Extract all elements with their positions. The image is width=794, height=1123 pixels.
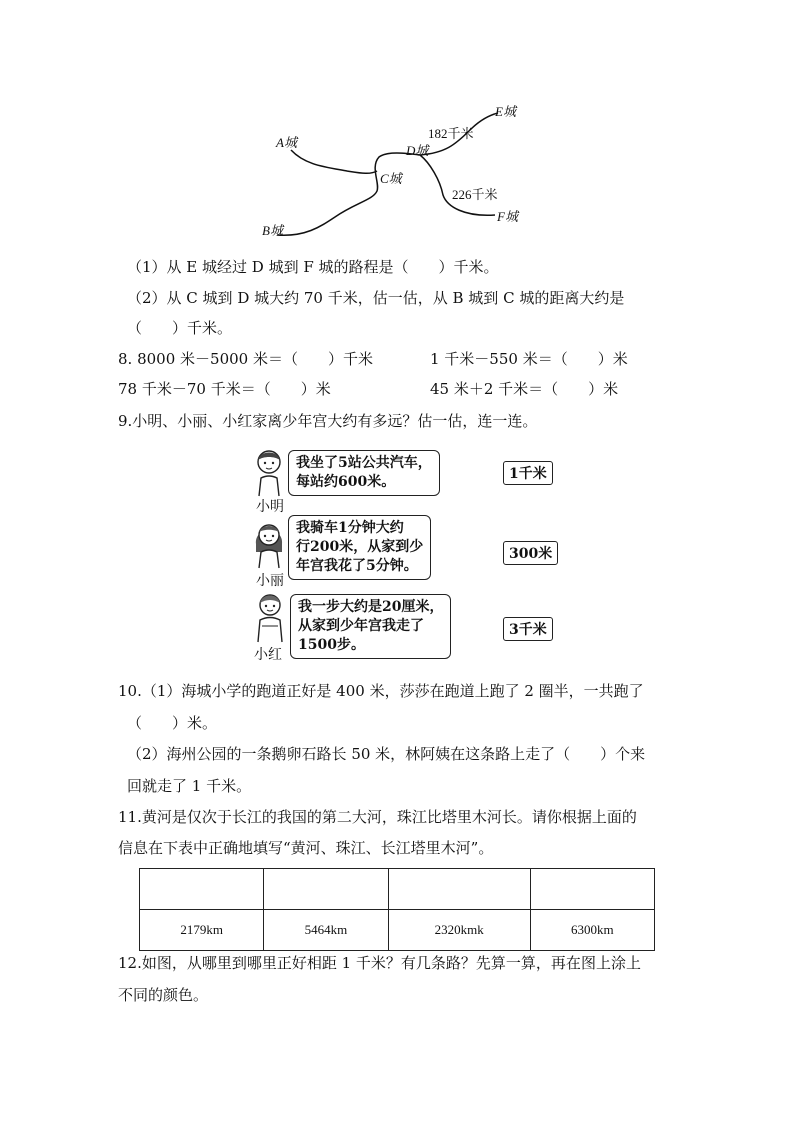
river-length-table [139,868,655,951]
speech-line: 我一步大约是20厘米， [298,599,444,615]
distance-DF-label: 226千米 [452,187,498,202]
q10-part2-line1: （2）海州公园的一条鹅卵石路长 50 米，林阿姨在这条路上走了（ ）个来 [127,745,646,763]
city-F-label: F城 [497,209,518,224]
q12-line2: 不同的颜色。 [118,986,209,1004]
xiaoli-name: 小丽 [256,573,284,589]
table-cell-name[interactable] [264,869,388,910]
city-B-label: B城 [262,223,283,238]
xiaoming-avatar-icon [252,448,286,498]
xiaoming-speech [288,450,440,496]
city-C-label: C城 [380,171,402,186]
q8-item-a: 8. 8000 米－5000 米＝（ ）千米 [118,350,373,368]
table-cell-name[interactable] [530,869,654,910]
q8-item-b: 1 千米－550 米＝（ ）米 [430,350,628,368]
table-row-lengths [140,910,655,951]
q8-item-d: 45 米＋2 千米＝（ ）米 [430,380,619,398]
speech-line: 我坐了5站公共汽车， [296,455,432,471]
answer-box-1km[interactable]: 1千米 [503,461,553,485]
table-cell-length: 2320kmk [388,910,530,951]
city-D-label: D城 [406,143,429,158]
speech-line: 年宫我花了5分钟。 [296,558,418,574]
table-row-names [140,869,655,910]
speech-line: 1500步。 [298,637,365,653]
q10-part1-line2: （ ）米。 [127,714,218,732]
q12-line1: 12.如图，从哪里到哪里正好相距 1 千米？有几条路？先算一算，再在图上涂上 [118,954,641,972]
road-B-C [277,153,420,235]
xiaoming-name: 小明 [256,499,284,515]
road-A-C [291,150,377,173]
q11-line2: 信息在下表中正确地填写“黄河、珠江、长江塔里木河”。 [118,839,494,857]
q10-part1-line1: 10.（1）海城小学的跑道正好是 400 米，莎莎在跑道上跑了 2 圈半，一共跑了 [118,682,644,700]
answer-box-300m[interactable]: 300米 [503,541,558,565]
speech-line: 从家到少年宫我走了 [298,618,424,634]
q8-item-c: 78 千米－70 千米＝（ ）米 [118,380,331,398]
xiaohong-name: 小红 [254,647,282,663]
xiaohong-avatar-icon [252,590,288,644]
q9-title: 9.小明、小丽、小红家离少年宫大约有多远？估一估，连一连。 [118,412,538,430]
xiaoli-avatar-icon [252,518,286,570]
q7-part2-line2: （ ）千米。 [127,319,233,337]
table-cell-name[interactable] [388,869,530,910]
speech-line: 行200米，从家到少 [296,539,424,555]
xiaoli-speech [288,515,431,580]
speech-line: 我骑车1分钟大约 [296,520,404,536]
city-E-label: E城 [495,104,516,119]
q11-line1: 11.黄河是仅次于长江的我国的第二大河，珠江比塔里木河长。请你根据上面的 [118,808,637,826]
table-cell-length: 6300km [530,910,654,951]
q10-part2-line2: 回就走了 1 千米。 [127,777,252,795]
table-cell-length: 2179km [140,910,264,951]
speech-line: 每站约600米。 [296,474,396,490]
table-cell-length: 5464km [264,910,388,951]
distance-DE-label: 182千米 [428,126,474,141]
xiaohong-speech [290,594,451,659]
q7-part2-line1: （2）从 C 城到 D 城大约 70 千米，估一估，从 B 城到 C 城的距离大约是 [127,289,625,307]
q7-part1: （1）从 E 城经过 D 城到 F 城的路程是（ ）千米。 [127,258,499,276]
answer-box-3km[interactable]: 3千米 [503,617,553,641]
table-cell-name[interactable] [140,869,264,910]
city-A-label: A城 [276,135,297,150]
